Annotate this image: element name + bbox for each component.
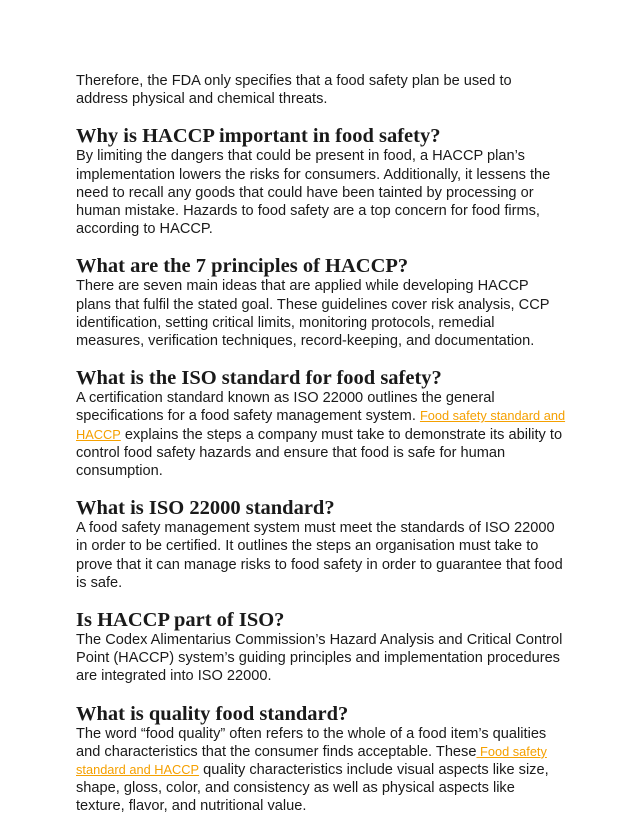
paragraph-seven-principles: There are seven main ideas that are applied while developing HACCP plans that fulfil the stated goal. These guidelines cover risk analysis, CCP identification, setting critical limits, monitoring protocols, remedial measures, verification techniques, record-keeping, and documentation. bbox=[76, 278, 550, 350]
text-segment: The word “food quality” often refers to the whole of a food item’s qualities and characteristics that the consumer finds acceptable. These bbox=[76, 725, 547, 760]
text-segment: A certification standard known as ISO 22000 outlines the general specifications for a food safety management system. bbox=[76, 390, 495, 425]
heading-iso-22000: What is ISO 22000 standard? bbox=[76, 497, 335, 520]
text-segment: explains the steps a company must take to demonstrate its ability to control food safety hazards and ensure that food is safe for human consumption. bbox=[76, 426, 563, 480]
paragraph-quality-food-standard bbox=[76, 725, 566, 816]
heading-haccp-part-of-iso: Is HACCP part of ISO? bbox=[76, 609, 285, 632]
document-content bbox=[76, 72, 566, 816]
heading-why-haccp-important: Why is HACCP important in food safety? bbox=[76, 125, 441, 148]
intro-paragraph: Therefore, the FDA only specifies that a food safety plan be used to address physical and chemical threats. bbox=[76, 73, 512, 108]
food-safety-standard-link[interactable]: Food safety standard and HACCP bbox=[76, 408, 566, 442]
paragraph-iso-22000: A food safety management system must meet the standards of ISO 22000 in order to be certified. It outlines the steps an organisation must take to prove that it can manage risks to food safety in order to guarantee that food is safe. bbox=[76, 520, 563, 591]
text-segment: quality characteristics include visual aspects like size, shape, gloss, color, and consistency as well as physical aspects like texture, flavor, and nutritional value. bbox=[76, 762, 549, 815]
paragraph-iso-food-safety bbox=[76, 389, 566, 480]
heading-seven-principles: What are the 7 principles of HACCP? bbox=[76, 255, 409, 278]
heading-quality-food-standard: What is quality food standard? bbox=[76, 702, 349, 725]
paragraph-haccp-part-of-iso: The Codex Alimentarius Commission’s Hazard Analysis and Critical Control Point (HACCP) system’s guiding principles and implementation procedures are integrated into ISO 22000. bbox=[76, 632, 563, 685]
paragraph-why-haccp-important: By limiting the dangers that could be present in food, a HACCP plan’s implementation lowers the risks for consumers. Additionally, it lessens the need to recall any goods that could have been tainted by processing or human mistake. Hazards to food safety are a top concern for food firms, according to HACCP. bbox=[76, 148, 551, 238]
heading-iso-food-safety: What is the ISO standard for food safety? bbox=[76, 367, 442, 390]
food-safety-standard-link-2[interactable]: Food safety standard and HACCP bbox=[76, 743, 547, 778]
